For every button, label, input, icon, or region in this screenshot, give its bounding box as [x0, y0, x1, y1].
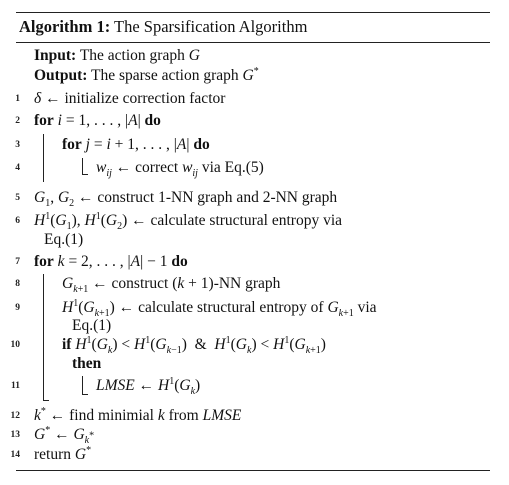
line-number: 1: [15, 94, 20, 104]
if-scope-bar: [82, 376, 83, 394]
line-number: 9: [15, 303, 20, 313]
algo-line-10-cont: [16, 355, 490, 377]
line-text: if $H^1(G_k) < H^1(G_{k-1})$ & $H^1(G_k) < H^1(G_{k+1})$: [62, 334, 326, 357]
for-i-scope-bar: [43, 134, 44, 182]
algo-line-5: [16, 189, 490, 211]
input-label: Input:: [34, 47, 77, 64]
algo-line-6-cont: [16, 231, 490, 253]
algo-line-14: [10, 444, 490, 468]
algo-line-3: [16, 136, 490, 158]
line-number: 5: [15, 193, 20, 203]
algorithm-label: Algorithm 1:: [19, 17, 111, 36]
output-label: Output:: [34, 67, 88, 84]
line-text: $G_1$, $G_2$ ← construct 1-NN graph and 2-NN graph: [34, 189, 338, 210]
line-text: $G_{k+1}$ ← construct (k + 1)-NN graph: [62, 275, 281, 296]
output-text: The sparse action graph G*: [91, 65, 259, 84]
then-keyword: then: [72, 355, 102, 372]
line-text: $w_{ij}$ ← correct $w_{ij}$ via Eq.(5): [96, 159, 264, 180]
if-scope-end: [82, 394, 88, 395]
line-text: G* ← $G_{k^*}$: [34, 424, 95, 447]
line-number: 2: [15, 116, 20, 126]
line-number: 6: [15, 216, 20, 226]
bottom-rule: [16, 470, 490, 471]
line-number: 3: [15, 140, 20, 150]
for-k-scope-bar: [43, 274, 44, 400]
line-text: LMSE ← $H^1(G_k)$: [96, 375, 201, 398]
input-text: The action graph G: [79, 47, 200, 64]
algo-line-8: [16, 275, 490, 297]
line-text: $H^1(G_{k+1})$ ← calculate structural entropy of $G_{k+1}$ via: [62, 297, 377, 320]
line-text-cont: Eq.(1): [44, 231, 84, 248]
line-number: 12: [10, 411, 20, 421]
for-j-scope-bar: [82, 158, 83, 174]
for-j-scope-end: [82, 174, 88, 175]
algo-line-2: [16, 112, 490, 134]
line-text: δ ← initialize correction factor: [34, 90, 226, 107]
algo-line-4: [16, 159, 490, 181]
algorithm-box: [10, 12, 490, 471]
output-line: [16, 67, 490, 89]
line-number: 8: [15, 279, 20, 289]
line-number: 14: [10, 450, 20, 460]
line-text-cont: Eq.(1): [72, 317, 112, 334]
line-text: for k = 2, . . . , |A| − 1 do: [34, 253, 188, 270]
line-number: 7: [15, 257, 20, 267]
line-number: 4: [15, 163, 20, 173]
algo-line-1: [16, 90, 490, 112]
line-text: return G*: [34, 444, 92, 463]
algorithm-title: [19, 17, 307, 37]
for-k-scope-end: [43, 400, 49, 401]
algo-line-7: [16, 253, 490, 275]
line-text: for i = 1, . . . , |A| do: [34, 112, 161, 129]
line-number: 13: [10, 430, 20, 440]
line-number: 10: [10, 340, 20, 350]
top-rule: [16, 12, 490, 13]
line-text: for j = i + 1, . . . , |A| do: [62, 136, 210, 153]
algo-line-11: [11, 375, 490, 399]
algorithm-name: The Sparsification Algorithm: [114, 17, 308, 36]
title-rule: [16, 42, 490, 43]
line-text: $H^1(G_1)$, $H^1(G_2)$ ← calculate structural entropy via: [34, 210, 342, 233]
line-number: 11: [11, 381, 20, 391]
line-text: k* ← find minimial k from LMSE: [34, 405, 242, 424]
